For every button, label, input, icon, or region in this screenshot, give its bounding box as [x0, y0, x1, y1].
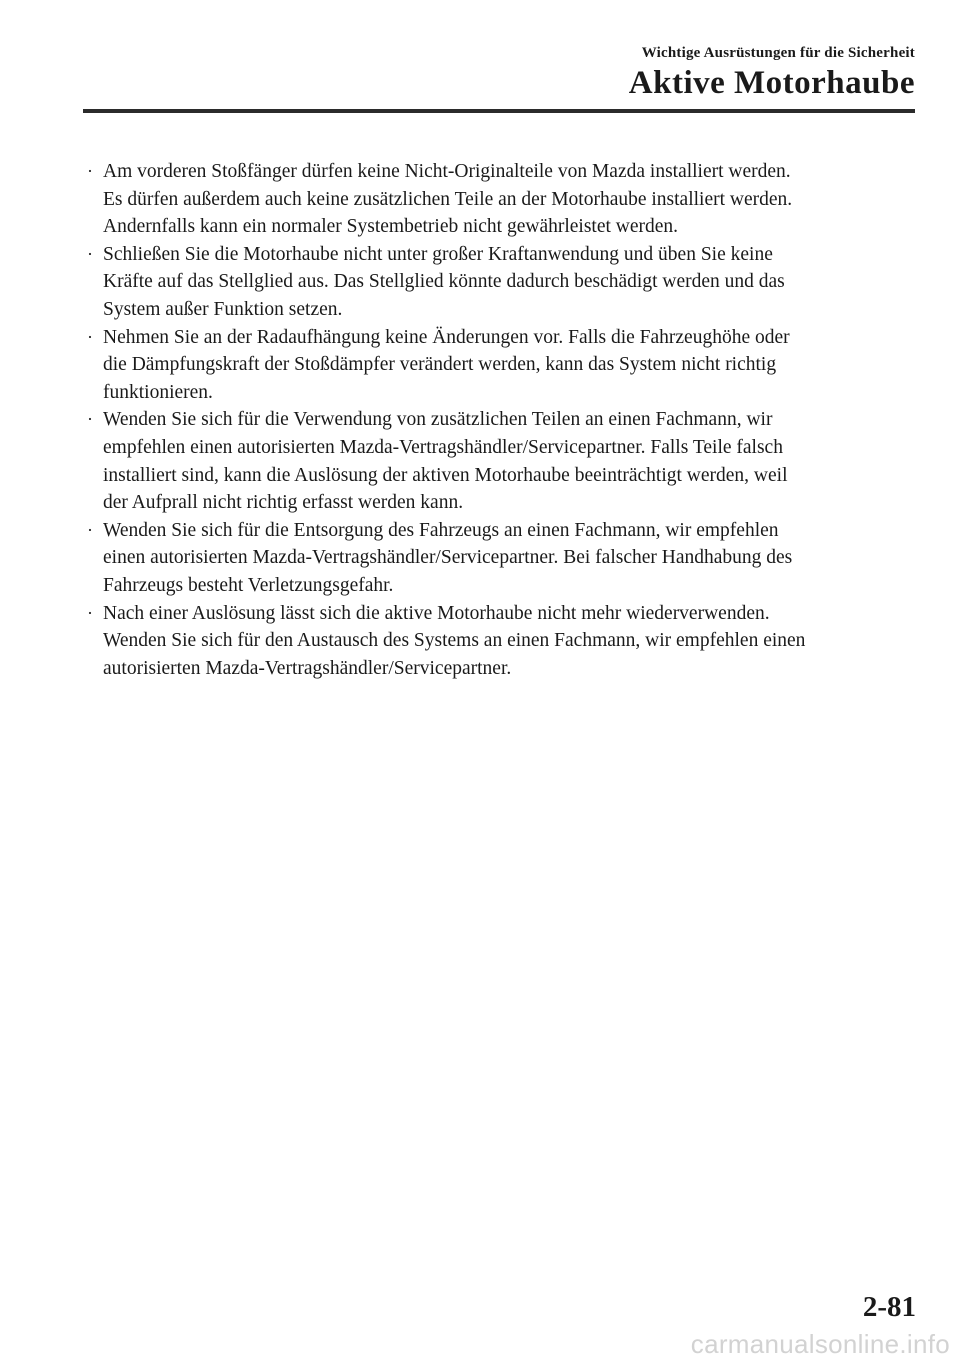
bullet-line: installiert sind, kann die Auslösung der aktiven Motorhaube beeinträchtigt werden, weil	[103, 464, 788, 486]
bullet-marker: ·	[87, 161, 93, 181]
bullet-line: Fahrzeugs besteht Verletzungsgefahr.	[103, 574, 394, 596]
header-divider	[83, 109, 915, 113]
page-title: Aktive Motorhaube	[628, 65, 915, 101]
bullet-item	[84, 241, 919, 324]
bullet-line: der Aufprall nicht richtig erfasst werden kann.	[103, 492, 464, 514]
bullet-line: Kräfte auf das Stellglied aus. Das Stellglied könnte dadurch beschädigt werden und das	[103, 271, 785, 293]
bullet-line: Es dürfen außerdem auch keine zusätzlichen Teile an der Motorhaube installiert werden.	[103, 188, 793, 210]
bullet-item	[84, 158, 919, 241]
bullet-line: empfehlen einen autorisierten Mazda-Vertragshändler/Servicepartner. Falls Teile falsch	[103, 436, 783, 458]
bullet-line: autorisierten Mazda-Vertragshändler/Servicepartner.	[103, 657, 512, 679]
bullet-marker: ·	[87, 243, 93, 264]
bullet-line: einen autorisierten Mazda-Vertragshändler/Servicepartner. Bei falscher Handhabung des	[103, 547, 793, 569]
bullet-line: funktionieren.	[103, 381, 213, 403]
page-number: 2-81	[862, 1291, 916, 1323]
caution-bullet-list	[84, 158, 919, 682]
page-header	[629, 44, 915, 102]
bullet-marker: ·	[87, 519, 93, 540]
bullet-marker: ·	[87, 326, 93, 347]
bullet-line: Wenden Sie sich für die Entsorgung des Fahrzeugs an einen Fachmann, wir empfehlen	[103, 519, 779, 541]
bullet-item	[84, 406, 919, 516]
section-title: Wichtige Ausrüstungen für die Sicherheit	[641, 45, 915, 61]
bullet-line: Andernfalls kann ein normaler Systembetrieb nicht gewährleistet werden.	[103, 216, 679, 238]
bullet-line: Wenden Sie sich für den Austausch des Systems an einen Fachmann, wir empfehlen einen	[103, 630, 806, 652]
bullet-item	[84, 600, 919, 683]
bullet-line: die Dämpfungskraft der Stoßdämpfer verändert werden, kann das System nicht richtig	[103, 354, 777, 376]
watermark-link[interactable]: carmanualsonline.info	[690, 1329, 950, 1359]
bullet-line: Wenden Sie sich für die Verwendung von zusätzlichen Teilen an einen Fachmann, wir	[103, 409, 773, 431]
bullet-marker: ·	[87, 602, 93, 623]
bullet-line: Am vorderen Stoßfänger dürfen keine Nicht-Originalteile von Mazda installiert werden.	[103, 161, 791, 182]
bullet-item	[84, 324, 919, 407]
bullet-line: Nehmen Sie an der Radaufhängung keine Änderungen vor. Falls die Fahrzeughöhe oder	[103, 326, 790, 348]
bullet-line: Nach einer Auslösung lässt sich die aktive Motorhaube nicht mehr wiederverwenden.	[103, 602, 770, 624]
bullet-marker: ·	[87, 409, 93, 430]
bullet-line: Schließen Sie die Motorhaube nicht unter großer Kraftanwendung und üben Sie keine	[103, 243, 773, 265]
bullet-line: System außer Funktion setzen.	[103, 298, 343, 320]
bullet-item	[84, 517, 919, 600]
